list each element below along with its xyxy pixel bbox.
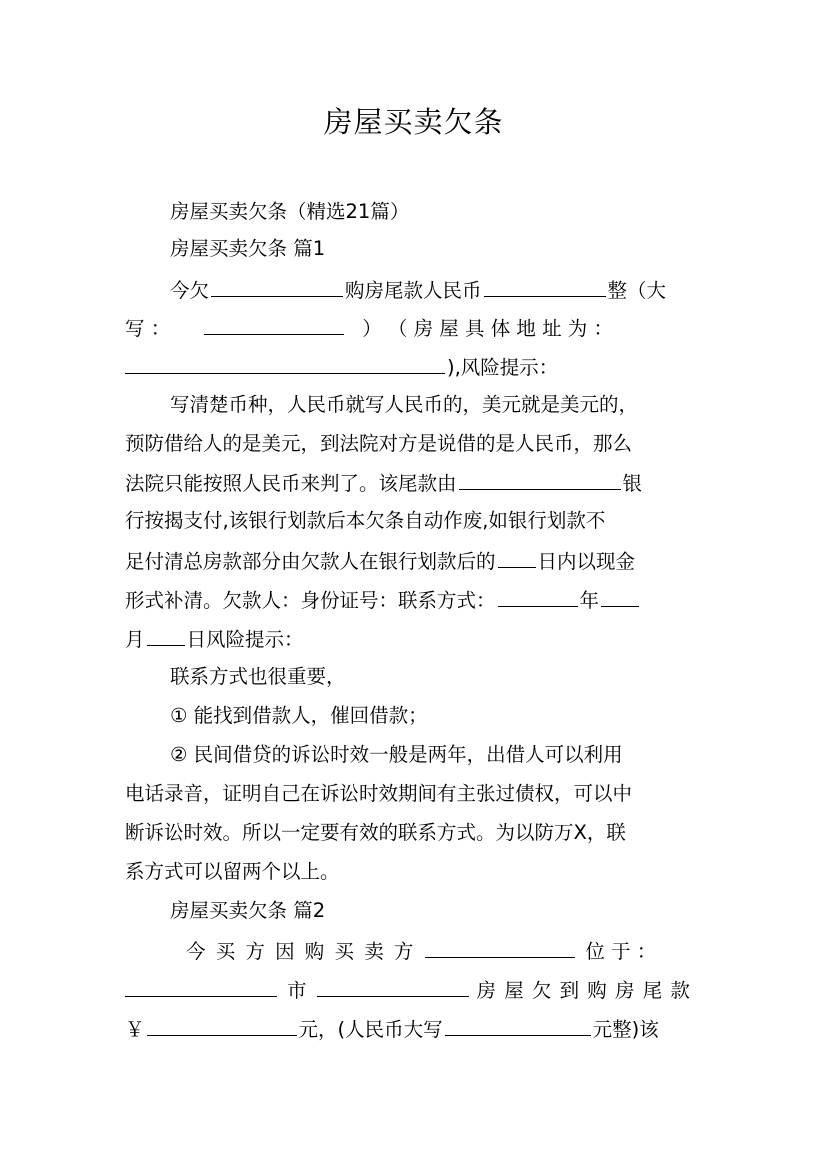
text-segment: 月 [125, 628, 145, 651]
paragraph-line [125, 626, 701, 652]
text-segment: ￥ [125, 1018, 145, 1041]
blank-line [147, 626, 185, 646]
list-item: ② 民间借贷的诉讼时效一般是两年，出借人可以利用 [170, 743, 623, 766]
text-segment: 今 买 方 因 购 买 卖 方 [186, 940, 416, 963]
text-segment: 年 [579, 589, 600, 612]
text-segment: 元整)该 [592, 1018, 659, 1041]
blank-line [147, 1016, 297, 1036]
text-segment: 房 屋 欠 到 购 房 尾 款 [476, 979, 691, 1002]
text-segment: 写 ： [125, 317, 171, 340]
text-segment: 形式补清。欠款人：身份证号：联系方式： [125, 589, 496, 612]
paragraph-line [125, 354, 701, 380]
paragraph-line [170, 277, 701, 303]
paragraph-line [125, 470, 701, 496]
text-segment: 法院只能按照人民币来判了。该尾款由 [125, 472, 457, 495]
paragraph-line [125, 977, 701, 1003]
paragraph-line [125, 315, 701, 341]
blank-line [125, 977, 277, 997]
paragraph-line: 写清楚币种，人民币就写人民币的，美元就是美元的， [170, 393, 639, 416]
blank-line [425, 938, 575, 958]
blank-line [317, 977, 469, 997]
text-segment: 购房尾款人民币 [345, 279, 482, 302]
text-segment: 足付清总房款部分由欠款人在银行划款后的 [125, 550, 496, 573]
blank-line [601, 587, 639, 607]
text-segment: 日内以现金 [537, 550, 636, 573]
paragraph-line [125, 1016, 701, 1042]
text-segment: 银 [622, 472, 643, 495]
text-segment: 元，(人民币大写 [298, 1018, 443, 1041]
paragraph-line: 电话录音，证明自己在诉讼时效期间有主张过债权，可以中 [125, 782, 633, 805]
paragraph-line: 系方式可以留两个以上。 [125, 860, 340, 883]
paragraph-line [125, 587, 701, 613]
blank-line [498, 587, 578, 607]
text-segment: 今欠 [170, 279, 210, 302]
blank-line [498, 548, 536, 568]
document-title: 房屋买卖欠条 [323, 105, 504, 139]
blank-line [459, 470, 621, 490]
paragraph-line: 行按揭支付,该银行划款后本欠条自动作废,如银行划款不 [125, 509, 606, 532]
section-heading-2: 房屋买卖欠条 篇2 [170, 899, 326, 922]
section-heading-1: 房屋买卖欠条 篇1 [170, 237, 326, 260]
text-segment: 日风险提示： [186, 628, 304, 651]
text-segment: 位 于 ： [585, 940, 657, 963]
blank-line [445, 1016, 591, 1036]
paragraph-line: 预防借给人的是美元，到法院对方是说借的是人民币，那么 [125, 432, 633, 455]
blank-line [211, 277, 343, 297]
document-subtitle: 房屋买卖欠条（精选21篇） [170, 200, 410, 223]
text-segment: 整（大 [607, 279, 667, 302]
text-segment: ),风险提示： [447, 356, 559, 379]
paragraph-line [186, 938, 701, 964]
paragraph-line [125, 548, 701, 574]
text-segment: ） （ 房 屋 具 体 地 址 为 ： [362, 317, 613, 340]
paragraph-line: 断诉讼时效。所以一定要有效的联系方式。为以防万X，联 [125, 821, 626, 844]
list-item: ① 能找到借款人，催回借款； [170, 704, 428, 727]
paragraph-line: 联系方式也很重要， [170, 665, 346, 688]
blank-line [484, 277, 606, 297]
blank-line [125, 354, 445, 374]
blank-line [204, 315, 344, 335]
text-segment: 市 [287, 979, 307, 1002]
